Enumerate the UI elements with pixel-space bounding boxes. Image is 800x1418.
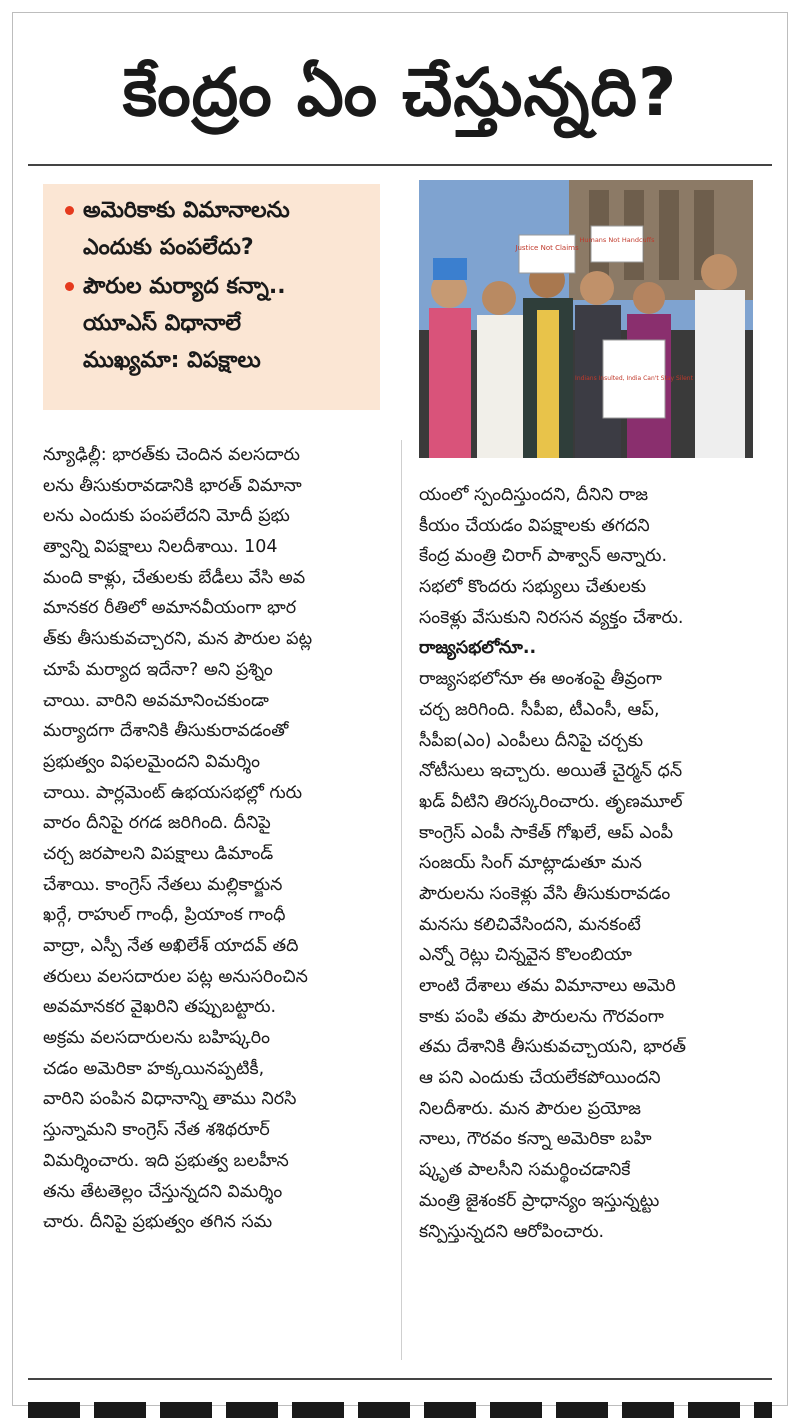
body-text-line: చూపే మర్యాద ఇదేనా? అని ప్రశ్నిం — [43, 659, 273, 680]
body-text-line: ఆ పని ఎందుకు చేయలేకపోయిందని — [419, 1068, 661, 1089]
sign-text: Justice Not Claims — [515, 244, 579, 252]
body-text-line: త్‌కు తీసుకువచ్చారని, మన పౌరుల పట్ల — [43, 629, 313, 650]
body-text-line: మంది కాళ్లు, చేతులకు బేడీలు వేసి అవ — [43, 567, 306, 588]
body-text-line: కాకు పంపి తమ పౌరులను గౌరవంగా — [419, 1006, 664, 1027]
body-text-line: త్వాన్ని విపక్షాలు నిలదీశాయి. 104 — [43, 537, 278, 558]
body-text-line: ప్రభుత్వం విఫలమైందని విమర్శిం — [43, 751, 260, 772]
sign-text: Humans Not Handcuffs — [579, 236, 655, 244]
body-text-line: సీపీఐ(ఎం) ఎంపీలు దీనిపై చర్చకు — [419, 730, 644, 751]
body-text-line: తరులు వలసదారుల పట్ల అనుసరించిన — [43, 966, 308, 987]
article-body-right-column — [419, 480, 755, 1247]
body-text-line: నిలదీశారు. మన పౌరుల ప్రయోజ — [419, 1098, 641, 1119]
body-text-line: తను తేటతెల్లం చేస్తున్నదని విమర్శిం — [43, 1181, 283, 1202]
highlight-line: ఎందుకు పంపలేదు? — [83, 235, 254, 260]
body-text-line: చారు. దీనిపై ప్రభుత్వం తగిన సమ — [43, 1212, 273, 1233]
body-text-line: చేశాయి. కాంగ్రెస్ నేతలు మల్లికార్జున — [43, 874, 283, 895]
body-text-line: సభలో కొందరు సభ్యులు చేతులకు — [419, 577, 647, 598]
highlights-box — [43, 184, 380, 410]
body-text-line: చాయి. వారిని అవమానించకుండా — [43, 690, 269, 711]
body-text-line: లను ఎందుకు పంపలేదని మోదీ ప్రభు — [43, 506, 290, 527]
body-text-line: ష్కృత పాలసీని సమర్థించడానికే — [419, 1160, 631, 1181]
body-text-line: మనసు కలిచివేసిందని, మనకంటే — [419, 914, 641, 935]
subheading: రాజ్యసభలోనూ.. — [419, 638, 537, 659]
protest-photo — [419, 180, 753, 458]
body-text-line: లాంటి దేశాలు తమ విమానాలు అమెరి — [419, 976, 676, 996]
body-text-line: మానకర రీతిలో అమానవీయంగా భార — [43, 598, 297, 619]
protest-photo-illustration — [419, 180, 753, 458]
body-text-line: వారం దీనిపై రగడ జరిగింది. దీనిపై — [43, 813, 271, 834]
body-text-line: సంకెళ్లు వేసుకుని నిరసన వ్యక్తం చేశారు. — [419, 607, 684, 628]
highlight-line: యూఎస్ విధానాలే — [83, 311, 242, 336]
body-text-line: కన్పిస్తున్నదని ఆరోపించారు. — [419, 1221, 605, 1242]
body-text-line: లను తీసుకురావడానికి భారత్ విమానా — [43, 475, 302, 496]
body-text-line: అవమానకర వైఖరిని తప్పుబట్టారు. — [43, 997, 277, 1018]
highlight-line: అమెరికాకు విమానాలను — [83, 198, 290, 223]
body-text-line: ఎన్నో రెట్లు చిన్నవైన కొలంబియా — [419, 945, 632, 966]
bullet-icon — [65, 206, 74, 215]
bottom-rule — [28, 1378, 772, 1380]
body-text-line: చర్చ జరపాలని విపక్షాలు డిమాండ్ — [43, 843, 274, 864]
highlight-item — [63, 192, 366, 266]
body-text-line: యంలో స్పందిస్తుందని, దీనిని రాజ — [419, 485, 649, 505]
article-body-left-column — [43, 440, 385, 1238]
column-divider — [401, 440, 402, 1360]
body-text-line: విమర్శించారు. ఇది ప్రభుత్వ బలహీన — [43, 1150, 289, 1171]
body-text-line: చర్చ జరిగింది. సీపీఐ, టీఎంసీ, ఆప్, — [419, 699, 660, 720]
body-text-line: చాయి. పార్లమెంట్ ఉభయసభల్లో గురు — [43, 782, 303, 803]
body-text-line: మర్యాదగా దేశానికి తీసుకురావడంతో — [43, 721, 289, 742]
bullet-icon — [65, 282, 74, 291]
headline-rule — [28, 164, 772, 166]
body-text-line: సంజయ్ సింగ్ మాట్లాడుతూ మన — [419, 853, 642, 874]
body-text-line: నోటీసులు ఇచ్చారు. అయితే చైర్మన్ ధన్ — [419, 761, 683, 782]
body-text-line: పౌరులను సంకెళ్లు వేసి తీసుకురావడం — [419, 883, 671, 904]
body-text-line: కేంద్ర మంత్రి చిరాగ్ పాశ్వాన్ అన్నారు. — [419, 546, 668, 567]
body-text-line: అక్రమ వలసదారులను బహిష్కరిం — [43, 1028, 270, 1049]
body-text-line: ఖడ్ వీటిని తిరస్కరించారు. తృణమూల్ — [419, 791, 683, 812]
body-text-line: మంత్రి జైశంకర్ ప్రాధాన్యం ఇస్తున్నట్టు — [419, 1190, 660, 1211]
body-text-line: చడం అమెరికా హక్కయినప్పటికీ, — [43, 1058, 265, 1079]
body-text-line: స్తున్నామని కాంగ్రెస్ నేత శశిథరూర్ — [43, 1120, 270, 1141]
body-text-line: రాజ్యసభలోనూ ఈ అంశంపై తీవ్రంగా — [419, 669, 662, 690]
body-text-line: వాద్రా, ఎస్పీ నేత అఖిలేశ్ యాదవ్ తది — [43, 936, 299, 956]
highlight-line: పౌరుల మర్యాద కన్నా.. — [83, 274, 286, 299]
body-text-line: ఖర్గే, రాహుల్ గాంధీ, ప్రియాంక గాంధీ — [43, 905, 286, 926]
body-text-line: కీయం చేయడం విపక్షాలకు తగదని — [419, 515, 650, 536]
body-text-line: కాంగ్రెస్ ఎంపీ సాకేత్ గోఖలే, ఆప్ ఎంపీ — [419, 822, 674, 843]
body-text-line: వారిని పంపిన విధానాన్ని తాము నిరసి — [43, 1089, 297, 1110]
body-text-line: నాలు, గౌరవం కన్నా అమెరికా బహి — [419, 1129, 652, 1150]
highlight-item — [63, 268, 366, 379]
highlight-line: ముఖ్యమా: విపక్షాలు — [83, 348, 261, 373]
body-text-line: న్యూఢిల్లీ: భారత్‌కు చెందిన వలసదారు — [43, 445, 300, 465]
protest-sign — [514, 235, 579, 273]
body-text-line: తమ దేశానికి తీసుకువచ్చాయని, భారత్ — [419, 1037, 687, 1058]
article-headline: కేంద్రం ఏం చేస్తున్నది? — [122, 54, 678, 131]
next-article-headline-cropped — [28, 1392, 772, 1418]
sign-text: Indians Insulted, India Can't Stay Silent — [575, 375, 693, 382]
